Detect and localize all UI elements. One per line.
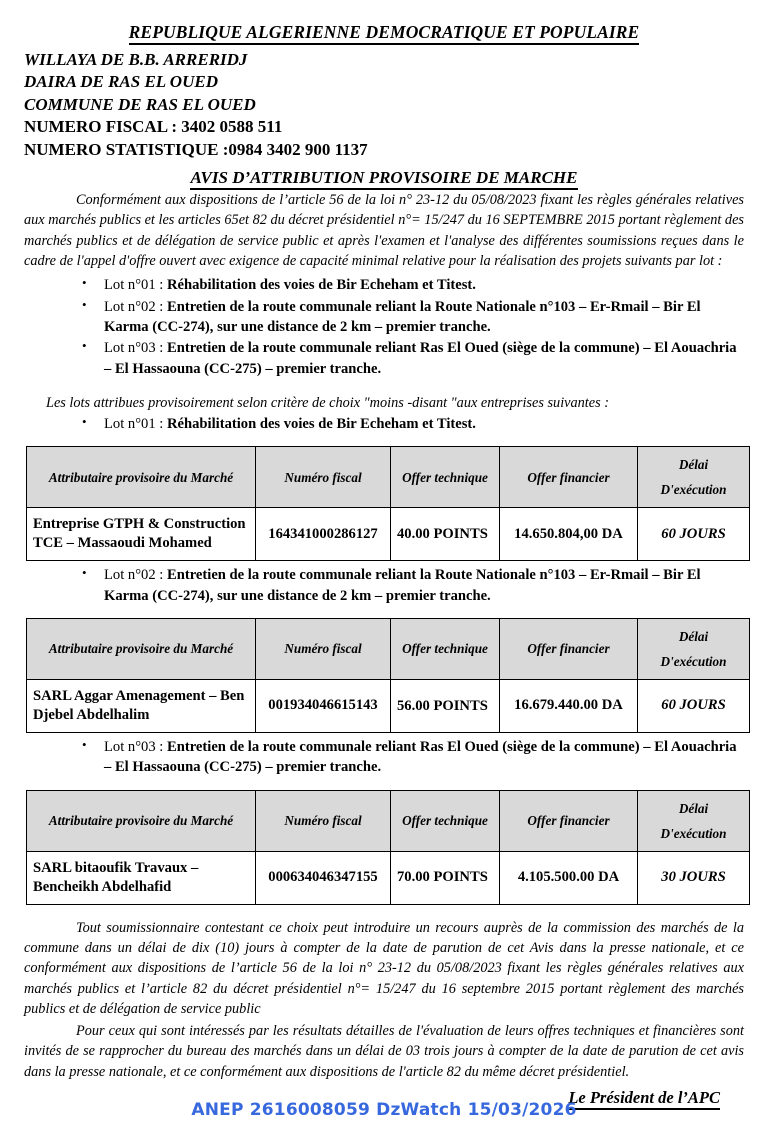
list-item bbox=[78, 338, 744, 379]
cell-offer-technique: 56.00 POINTS bbox=[391, 679, 500, 732]
award-lot-heading-3 bbox=[24, 737, 744, 778]
cell-attributaire: SARL Aggar Amenagement – Ben Djebel Abdelhalim bbox=[27, 679, 256, 732]
table-row bbox=[27, 508, 750, 561]
column-header-numero-fiscal: Numéro fiscal bbox=[256, 447, 391, 508]
award-lot-heading-1 bbox=[24, 414, 744, 434]
cell-attributaire: Entreprise GTPH & Construction TCE – Massaoudi Mohamed bbox=[27, 508, 256, 561]
delai-line-1: Délai bbox=[678, 457, 709, 473]
lot-id: Lot n°02 : bbox=[104, 567, 167, 584]
award-table-lot-3 bbox=[26, 790, 750, 905]
lot-id: Lot n°01 : bbox=[104, 415, 167, 432]
list-item bbox=[78, 297, 744, 338]
cell-delai: 60 JOURS bbox=[638, 508, 750, 561]
delai-line-2: D'exécution bbox=[660, 482, 727, 498]
table-header-row bbox=[27, 447, 750, 508]
lot-description: Réhabilitation des voies de Bir Echeham et Titest. bbox=[167, 415, 476, 432]
wilaya-line: WILLAYA DE B.B. ARRERIDJ bbox=[24, 50, 248, 69]
cell-numero-fiscal: 001934046615143 bbox=[256, 679, 391, 732]
column-header-offer-technique: Offer technique bbox=[391, 790, 500, 851]
anep-footer: ANEP 2616008059 DzWatch 15/03/2026 bbox=[191, 1100, 577, 1120]
column-header-attributaire: Attributaire provisoire du Marché bbox=[27, 447, 256, 508]
republic-title bbox=[24, 22, 744, 43]
column-header-attributaire: Attributaire provisoire du Marché bbox=[27, 790, 256, 851]
avis-title-text: AVIS D’ATTRIBUTION PROVISOIRE DE MARCHE bbox=[190, 168, 577, 190]
cell-attributaire: SARL bitaoufik Travaux – Bencheikh Abdelhafid bbox=[27, 851, 256, 904]
lot-description: Entretien de la route communale reliant la Route Nationale n°103 – Er-Rmail – Bir El Karma (CC-274), sur une distance de 2 km – premier tranche. bbox=[104, 298, 701, 335]
table-row bbox=[27, 679, 750, 732]
award-table-lot-1 bbox=[26, 446, 750, 561]
award-criteria-note: Les lots attribues provisoirement selon critère de choix "moins -disant "aux entreprises suivantes : bbox=[46, 394, 610, 411]
intro-paragraph: Conformément aux dispositions de l’article 56 de la loi n° 23-12 du 05/08/2023 fixant les règles générales relatives aux marchés publics et les articles 65et 82 du décret présidentiel n°= 15/247 du 16 SEPTEMBRE 2015 portant règlement des marchés publics et de délégation de service public et après l'examen et l'analyse des différentes soumissions reçues dans le cadre de l'appel d'offre ouvert avec exigence de capacité minimal relative pour la réalisation des projets suivants par lot : bbox=[24, 192, 744, 270]
lot-description: Entretien de la route communale reliant Ras El Oued (siège de la commune) – El Aouachria – El Hassaouna (CC-275) – premier tranche. bbox=[104, 340, 737, 377]
lot-id: Lot n°01 : bbox=[104, 277, 167, 294]
cell-offer-technique: 40.00 POINTS bbox=[391, 508, 500, 561]
column-header-delai bbox=[638, 618, 750, 679]
lot-id: Lot n°02 : bbox=[104, 298, 167, 315]
list-item bbox=[78, 275, 744, 295]
column-header-delai bbox=[638, 447, 750, 508]
republic-title-text: REPUBLIQUE ALGERIENNE DEMOCRATIQUE ET POPULAIRE bbox=[129, 22, 640, 45]
delai-line-2: D'exécution bbox=[660, 653, 727, 669]
column-header-delai bbox=[638, 790, 750, 851]
column-header-offer-financier: Offer financier bbox=[500, 790, 638, 851]
column-header-attributaire: Attributaire provisoire du Marché bbox=[27, 618, 256, 679]
lot-id: Lot n°03 : bbox=[104, 340, 167, 357]
lot-description: Entretien de la route communale reliant Ras El Oued (siège de la commune) – El Aouachria – El Hassaouna (CC-275) – premier tranche. bbox=[104, 738, 737, 776]
delai-line-1: Délai bbox=[678, 800, 709, 816]
closing-section bbox=[24, 918, 744, 1108]
closing-paragraph-1: Tout soumissionnaire contestant ce choix peut introduire un recours auprès de la commission des marchés de la commune dans un délai de dix (10) jours à compter de la date de parution de cet Avis dans la presse nationale, et ce conformément aux dispositions de l’article 56 de la loi n° 23-12 du 05/08/2023 fixant les règles générales relatives aux marchés publics et l’article 82 du décret présidentiel n°= 15/247 du 16 septembre 2015 portant règlement des marchés publics et de délégation de service public bbox=[24, 919, 744, 1017]
daira-line: DAIRA DE RAS EL OUED bbox=[24, 72, 218, 92]
announced-lots-list bbox=[24, 275, 744, 378]
award-table-lot-2 bbox=[26, 618, 750, 733]
column-header-offer-technique: Offer technique bbox=[391, 618, 500, 679]
table-header-row bbox=[27, 618, 750, 679]
cell-offer-technique: 70.00 POINTS bbox=[391, 851, 500, 904]
column-header-offer-financier: Offer financier bbox=[500, 618, 638, 679]
closing-paragraph-2: Pour ceux qui sont intéressés par les résultats détailles de l'évaluation de leurs offres techniques et financières sont invités de se rapprocher du bureau des marchés dans un délai de 03 trois jours à compter de la date de parution de cet avis dans la presse nationale, et ce conformément aux dispositions de l'article 82 du même décret présidentiel. bbox=[24, 1023, 744, 1080]
lot-description: Réhabilitation des voies de Bir Echeham et Titest. bbox=[167, 277, 476, 294]
column-header-numero-fiscal: Numéro fiscal bbox=[256, 618, 391, 679]
numero-statistique-line: NUMERO STATISTIQUE :0984 3402 900 1137 bbox=[24, 139, 368, 159]
numero-fiscal-line: NUMERO FISCAL : 3402 0588 511 bbox=[24, 117, 283, 137]
award-lot-heading-2 bbox=[24, 565, 744, 606]
cell-numero-fiscal: 164341000286127 bbox=[256, 508, 391, 561]
list-item bbox=[78, 737, 744, 778]
cell-delai: 30 JOURS bbox=[638, 851, 750, 904]
cell-offer-financier: 16.679.440.00 DA bbox=[500, 679, 638, 732]
cell-offer-financier: 14.650.804,00 DA bbox=[500, 508, 638, 561]
delai-line-2: D'exécution bbox=[660, 825, 727, 841]
column-header-numero-fiscal: Numéro fiscal bbox=[256, 790, 391, 851]
column-header-offer-financier: Offer financier bbox=[500, 447, 638, 508]
table-row bbox=[27, 851, 750, 904]
cell-delai: 60 JOURS bbox=[638, 679, 750, 732]
lot-id: Lot n°03 : bbox=[104, 738, 167, 755]
avis-title bbox=[24, 168, 744, 188]
commune-line: COMMUNE DE RAS EL OUED bbox=[24, 94, 256, 114]
signature-text: Le Président de l’APC bbox=[568, 1088, 720, 1110]
lot-description: Entretien de la route communale reliant la Route Nationale n°103 – Er-Rmail – Bir El Karma (CC-274), sur une distance de 2 km – premier tranche. bbox=[104, 567, 701, 604]
cell-offer-financier: 4.105.500.00 DA bbox=[500, 851, 638, 904]
column-header-offer-technique: Offer technique bbox=[391, 447, 500, 508]
delai-line-1: Délai bbox=[678, 628, 709, 644]
list-item bbox=[78, 414, 744, 434]
table-header-row bbox=[27, 790, 750, 851]
list-item bbox=[78, 565, 744, 606]
cell-numero-fiscal: 000634046347155 bbox=[256, 851, 391, 904]
